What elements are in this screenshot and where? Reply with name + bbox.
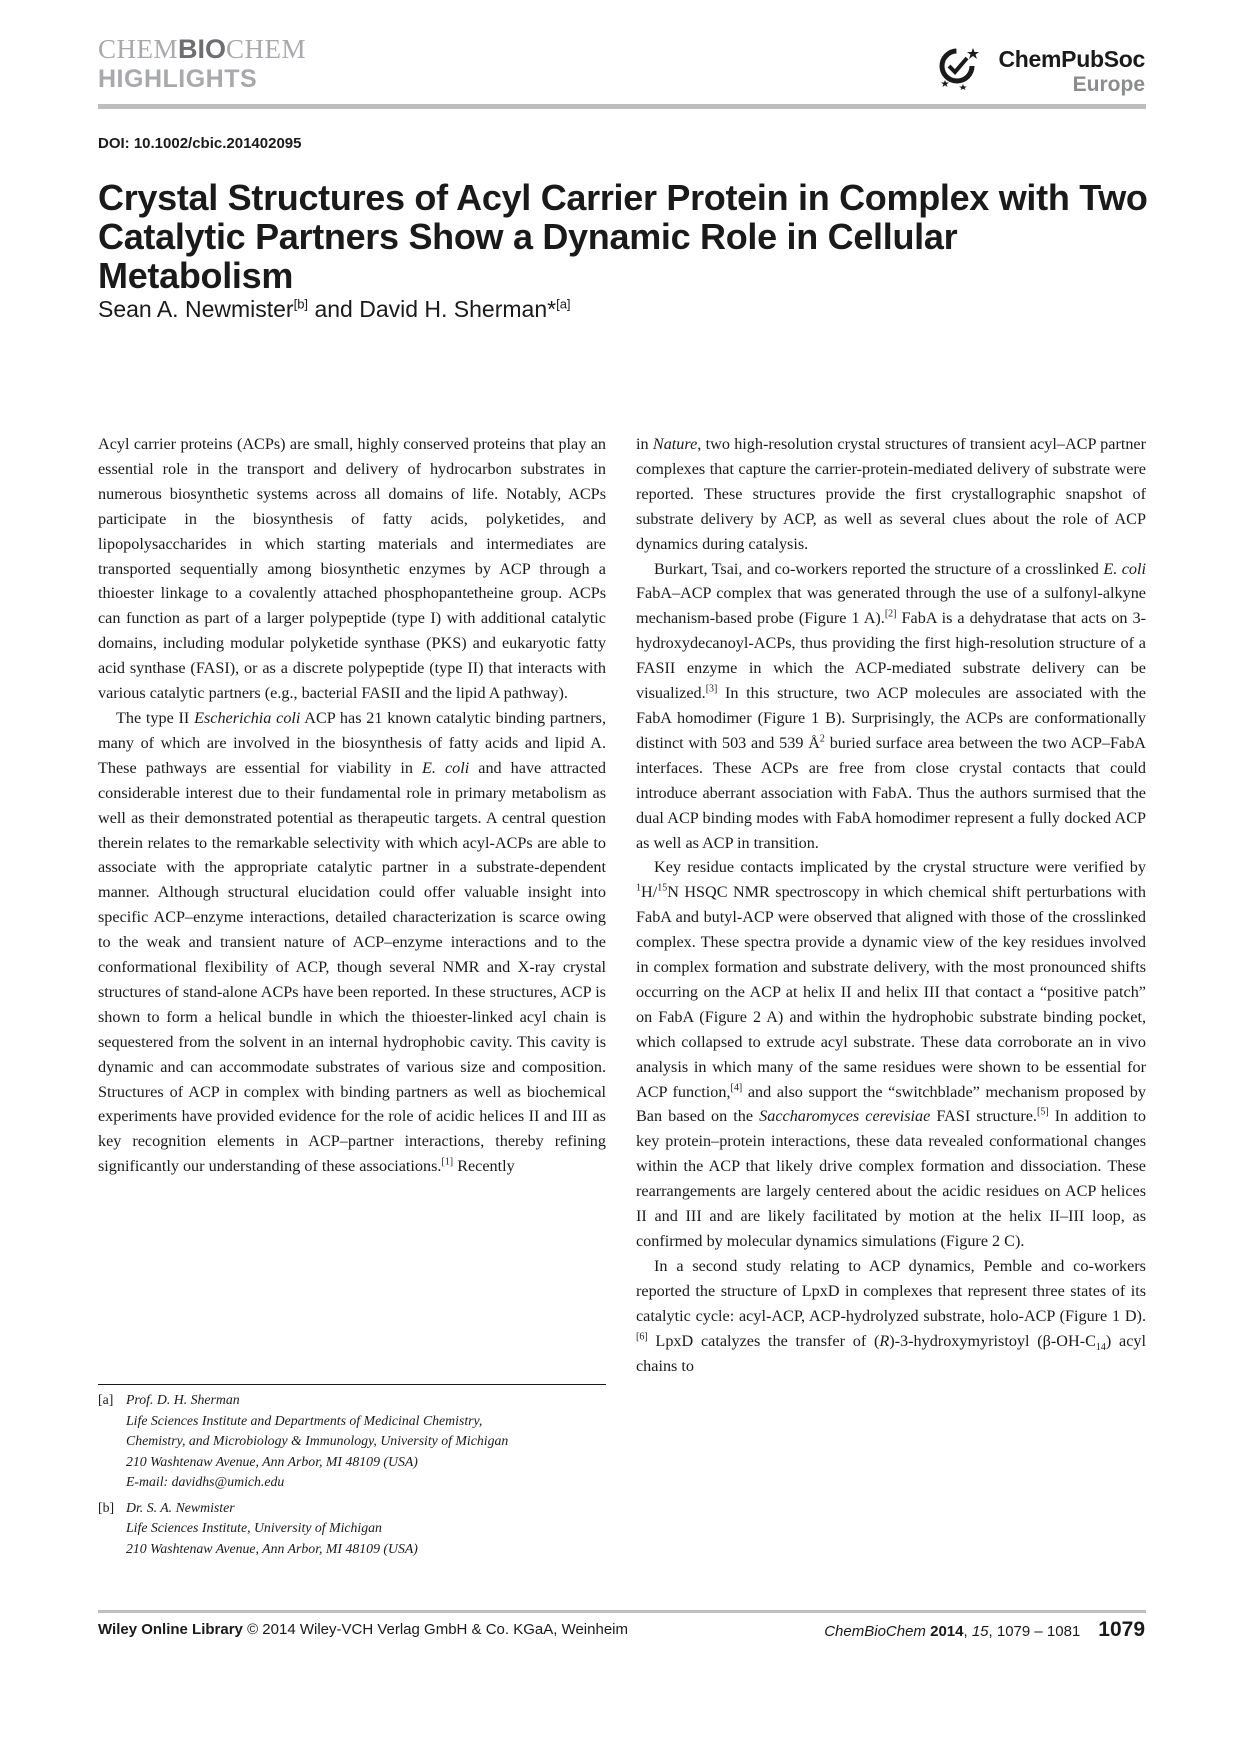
footer-citation (824, 1620, 1145, 1642)
page-number: 1079 (1098, 1618, 1145, 1641)
reference-mark: [3] (705, 683, 718, 695)
journal-name: CHEMBIOCHEM (98, 34, 307, 64)
footer-copyright: Wiley Online Library © 2014 Wiley-VCH Verlag GmbH & Co. KGaA, Weinheim (98, 1621, 628, 1638)
article-title: Crystal Structures of Acyl Carrier Protein in Complex with Two Catalytic Partners Show a Dynamic Role in Cellular Metabolism (98, 177, 1148, 296)
author-affiliation-mark: [b] (293, 296, 309, 312)
author-affiliation-mark: [a] (556, 296, 571, 312)
reference-mark: [2] (884, 608, 897, 620)
journal-masthead (98, 36, 306, 92)
publisher-subtitle: Europe (1072, 73, 1145, 96)
section-label: HIGHLIGHTS (98, 65, 258, 93)
reference-mark: [1] (441, 1156, 454, 1168)
footnote-rule (98, 1384, 606, 1385)
paragraph: Burkart, Tsai, and co-workers reported the structure of a crosslinked E. coli FabA–ACP complex that was generated through the use of a sulfonyl-alkyne mechanism-based probe (Figure 1 A).[2] FabA is a dehydratase that acts on 3-hydroxydecanoyl-ACPs, thus providing the first high-resolution structure of a FASII enzyme in which the ACP-mediated substrate delivery can be visualized.[3] In this structure, two ACP molecules are associated with the FabA homodimer (Figure 1 B). Surprisingly, the ACPs are conformationally distinct with 503 and 539 $Å^2$ buried surface area between the two ACP–FabA interfaces. These ACPs are free from close crystal contacts that could introduce aberrant association with FabA. Thus the authors surmised that the dual ACP binding modes with FabA homodimer represent a fully docked ACP as well as ACP in transition. (636, 559, 1146, 852)
publisher-name: ChemPubSoc (998, 46, 1145, 72)
paragraph: The type II Escherichia coli ACP has 21 known catalytic binding partners, many of which are involved in the biosynthesis of fatty acids and lipid A. These pathways are essential for viability in E. coli and have attracted considerable interest due to their fundamental role in primary metabolism as well as their demonstrated potential as therapeutic targets. A central question therein relates to the remarkable selectivity with which acyl-ACPs are able to associate with the appropriate catalytic partner in a substrate-dependent manner. Although structural elucidation could offer valuable insight into specific ACP–enzyme interactions, detailed characterization is scarce owing to the weak and transient nature of ACP–enzyme interactions and to the conformational flexibility of ACP, though several NMR and X-ray crystal structures of stand-alone ACPs have been reported. In these structures, ACP is shown to form a helical bundle in which the thioester-linked acyl chain is sequestered from the solvent in an internal hydrophobic cavity. This cavity is dynamic and can accommodate substrates of various size and composition. Structures of ACP in complex with binding partners as well as biochemical experiments have provided evidence for the role of acidic helices II and III as key recognition elements in ACP–partner interactions, thereby refining significantly our understanding of these associations.[1] Recently (98, 708, 606, 1176)
author-name: David H. Sherman* (359, 296, 557, 322)
footer-rule (98, 1610, 1146, 1613)
body-column-left (98, 432, 606, 1179)
paragraph: Key residue contacts implicated by the crystal structure were verified by $^1$H/$^{15}$N HSQC NMR spectroscopy in which chemical shift perturbations with FabA and butyl-ACP were observed that aligned with those of the crosslinked complex. These spectra provide a dynamic view of the key residues involved in complex formation and substrate delivery, with the most pronounced shifts occurring on the ACP at helix II and helix III that contact a “positive patch” on FabA (Figure 2 A) and within the hydrophobic substrate binding pocket, which collapsed to extrude acyl substrate. These data corroborate an in vivo analysis in which many of the same residues were shown to be essential for ACP function,[4] and also support the “switchblade” mechanism proposed by Ban based on the Saccharomyces cerevisiae FASI structure.[5] In addition to key protein–protein interactions, these data revealed conformational changes within the ACP that likely drive complex formation and dissociation. These rearrangements are largely centered about the acidic residues on ACP helices II and III and are likely facilitated by motion at the helix II–III loop, as confirmed by molecular dynamics simulations (Figure 2 C). (636, 858, 1146, 1250)
author-list: Sean A. Newmister[b] and David H. Sherman*[a] (98, 296, 571, 322)
reference-mark: [6] (636, 1331, 648, 1343)
paragraph: in Nature, two high-resolution crystal structures of transient acyl–ACP partner complexes that capture the carrier-protein-mediated delivery of substrate were reported. These structures provide the first crystallographic snapshot of substrate delivery by ACP, as well as several clues about the role of ACP dynamics during catalysis. (636, 435, 1147, 553)
header-rule (98, 104, 1146, 109)
affiliations (98, 1390, 606, 1564)
paragraph: In a second study relating to ACP dynamics, Pemble and co-workers reported the structure of LpxD in complexes that represent three states of its catalytic cycle: acyl-ACP, ACP-hydrolyzed substrate, holo-ACP (Figure 1 D).[6] LpxD catalyzes the transfer of (R)-3-hydroxymyristoyl $(\beta-OH-C_{14})$ acyl chains to (636, 1256, 1146, 1375)
body-column-right (636, 432, 1146, 1378)
paragraph: Acyl carrier proteins (ACPs) are small, highly conserved proteins that play an essential role in the transport and delivery of hydrocarbon substrates in numerous biosynthetic systems across all domains of life. Notably, ACPs participate in the biosynthesis of fatty acids, polyketides, and lipopolysaccharides in which starting materials and intermediates are transported sequentially among biosynthetic enzymes by ACP through a thioester linkage to a covalently attached phosphopantetheine group. ACPs can function as part of a larger polypeptide (type I) with additional catalytic domains, including modular polyketide synthase (PKS) and eukaryotic fatty acid synthase (FASI), or as a discrete polypeptide (type II) that interacts with various catalytic partners (e.g., bacterial FASII and the lipid A pathway). (98, 435, 606, 703)
reference-mark: [5] (1036, 1107, 1049, 1119)
affiliation-entry: [a] Prof. D. H. Sherman Life Sciences Institute and Departments of Medicinal Chemistry, Chemistry, and Microbiology & Immunology, University of Michigan 210 Washtenaw Avenue, Ann Arbor, MI 48109 (USA) E-mail: davidhs@umich.edu (98, 1390, 606, 1493)
reference-mark: [4] (730, 1082, 743, 1094)
wiley-online-library-link[interactable]: Wiley Online Library (98, 1621, 243, 1638)
affiliation-entry: [b] Dr. S. A. Newmister Life Sciences Institute, University of Michigan 210 Washtenaw Avenue, Ann Arbor, MI 48109 (USA) (98, 1499, 418, 1556)
chempubsoc-logo-icon (935, 42, 983, 90)
citation: ChemBioChem 2014, 15, 1079 – 1081 (824, 1623, 1081, 1640)
doi: DOI: 10.1002/cbic.201402095 (98, 135, 302, 152)
publisher-logo (935, 40, 1145, 96)
email-link[interactable]: E-mail: davidhs@umich.edu (126, 1474, 285, 1489)
author-name: Sean A. Newmister (98, 296, 294, 322)
